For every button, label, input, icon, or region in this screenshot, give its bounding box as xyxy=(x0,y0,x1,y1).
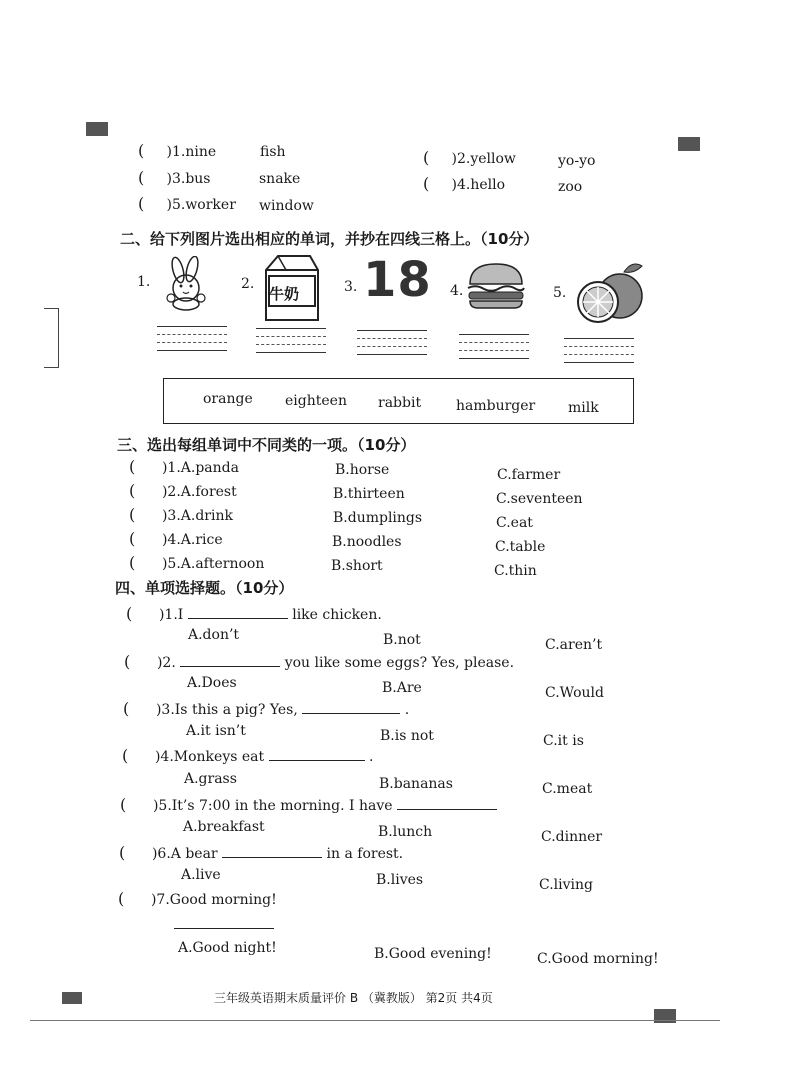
q6-option-b: B.lives xyxy=(376,872,424,888)
q5-answer-blank[interactable] xyxy=(397,797,497,810)
q4-option-a: A.grass xyxy=(184,771,237,787)
writing-grid-5 xyxy=(564,338,634,370)
q7-option-b: B.Good evening! xyxy=(374,946,492,962)
q1-option-c: C.aren’t xyxy=(545,637,603,653)
word-bank-word-3: rabbit xyxy=(378,395,422,411)
s3-row-5-b: B.short xyxy=(331,558,383,574)
q1-option-a: A.don’t xyxy=(188,627,240,643)
s3-row-1-b: B.horse xyxy=(335,462,390,478)
word-bank-word-4: hamburger xyxy=(456,398,536,414)
picture-number-1: 1. xyxy=(137,274,151,290)
writing-grid-3 xyxy=(357,330,427,362)
orange-icon xyxy=(572,258,648,326)
q2-option-c: C.Would xyxy=(545,685,604,701)
page-footer: 三年级英语期末质量评价 B （冀教版） 第2页 共4页 xyxy=(214,991,493,1005)
q3-option-c: C.it is xyxy=(543,733,584,749)
q7-stem: ( )7.Good morning! xyxy=(118,889,277,908)
q3-answer-blank[interactable] xyxy=(302,701,400,714)
number-18-icon: 18 xyxy=(363,252,432,308)
q1-answer-blank[interactable] xyxy=(188,606,288,619)
writing-grid-4 xyxy=(459,334,529,366)
s1-item-4: ( )4.hello xyxy=(423,174,506,193)
q2-answer-blank[interactable] xyxy=(180,654,280,667)
milk-carton-label: 牛奶 xyxy=(269,285,300,303)
s3-row-1-a: ( )1.A.panda xyxy=(129,457,239,476)
picture-number-4: 4. xyxy=(450,283,464,299)
q3-stem: ( )3.Is this a pig? Yes, . xyxy=(123,699,410,718)
rabbit-icon xyxy=(156,256,216,312)
q7-option-c: C.Good morning! xyxy=(537,951,659,967)
q1-option-b: B.not xyxy=(383,632,421,648)
section2-heading: 二、给下列图片选出相应的单词，并抄在四线三格上。（10分） xyxy=(120,230,539,248)
q5-option-c: C.dinner xyxy=(541,829,603,845)
s3-row-3-c: C.eat xyxy=(496,515,533,531)
s1-word: nine xyxy=(185,144,217,160)
picture-number-2: 2. xyxy=(241,276,255,292)
q2-stem: ( )2. you like some eggs? Yes, please. xyxy=(124,652,515,671)
word-bank-word-5: milk xyxy=(568,400,599,416)
q5-option-b: B.lunch xyxy=(378,824,433,840)
s1-option-3: snake xyxy=(259,171,301,187)
s3-row-4-c: C.table xyxy=(495,539,546,555)
s1-option-5: window xyxy=(259,198,314,214)
registration-mark-bottom-left xyxy=(62,992,82,1004)
s1-item-5: ( )5.worker xyxy=(138,194,236,213)
s3-row-2-b: B.thirteen xyxy=(333,486,405,502)
writing-grid-2 xyxy=(256,328,326,360)
q4-option-c: C.meat xyxy=(542,781,593,797)
section4-heading: 四、单项选择题。（10分） xyxy=(115,579,294,597)
s3-row-2-a: ( )2.A.forest xyxy=(129,481,237,500)
q4-answer-blank[interactable] xyxy=(269,748,365,761)
section3-heading: 三、选出每组单词中不同类的一项。（10分） xyxy=(117,436,416,454)
s3-row-3-b: B.dumplings xyxy=(333,510,423,526)
q4-option-b: B.bananas xyxy=(379,776,453,792)
q5-option-a: A.breakfast xyxy=(183,819,265,835)
q7-option-a: A.Good night! xyxy=(178,940,277,956)
footer-rule xyxy=(30,1020,720,1021)
s1-option-4: zoo xyxy=(558,179,583,195)
s3-row-3-a: ( )3.A.drink xyxy=(129,505,233,524)
s3-row-1-c: C.farmer xyxy=(497,467,561,483)
registration-mark-top-right xyxy=(678,137,700,151)
q5-stem: ( )5.It’s 7:00 in the morning. I have xyxy=(120,795,497,814)
s3-row-5-c: C.thin xyxy=(494,563,537,579)
s1-item-3: ( )3.bus xyxy=(138,168,211,187)
q3-option-a: A.it isn’t xyxy=(186,723,246,739)
q7-answer-blank[interactable] xyxy=(174,928,274,929)
s3-row-5-a: ( )5.A.afternoon xyxy=(129,553,265,572)
registration-mark-top-left xyxy=(86,122,108,136)
s1-option-1: fish xyxy=(260,144,286,160)
q2-option-a: A.Does xyxy=(187,675,237,691)
q6-option-a: A.live xyxy=(181,867,221,883)
word-bank-word-2: eighteen xyxy=(285,393,347,409)
writing-grid-1 xyxy=(157,326,227,358)
q3-option-b: B.is not xyxy=(380,728,434,744)
word-bank-word-1: orange xyxy=(203,391,253,407)
binding-margin-bracket xyxy=(44,308,59,368)
q2-option-b: B.Are xyxy=(382,680,422,696)
picture-number-3: 3. xyxy=(344,279,358,295)
s3-row-2-c: C.seventeen xyxy=(496,491,583,507)
q6-answer-blank[interactable] xyxy=(222,845,322,858)
s1-option-2: yo-yo xyxy=(558,153,596,169)
s1-item-2: ( )2.yellow xyxy=(423,148,516,167)
q4-stem: ( )4.Monkeys eat . xyxy=(122,746,374,765)
picture-number-5: 5. xyxy=(553,285,567,301)
q6-option-c: C.living xyxy=(539,877,593,893)
s3-row-4-a: ( )4.A.rice xyxy=(129,529,223,548)
s3-row-4-b: B.noodles xyxy=(332,534,402,550)
hamburger-icon xyxy=(464,262,528,310)
q6-stem: ( )6.A bear in a forest. xyxy=(119,843,404,862)
s1-item-1: ( )1.nine xyxy=(138,141,217,160)
q1-stem: ( )1.I like chicken. xyxy=(126,604,382,623)
